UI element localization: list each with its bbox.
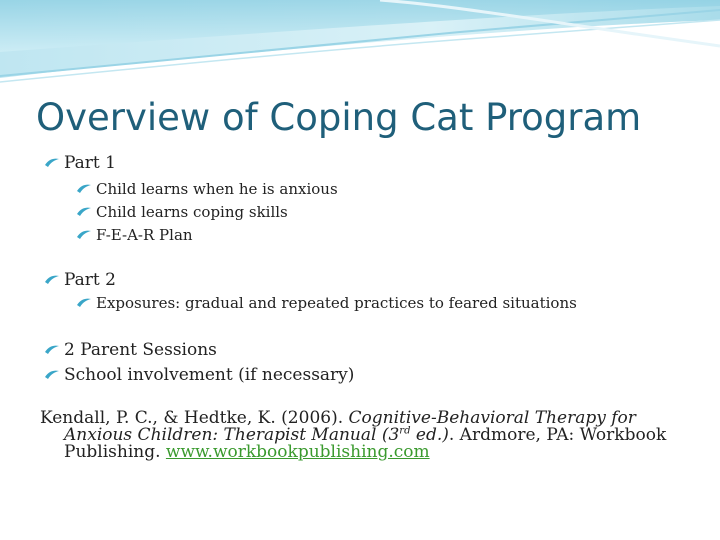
decorative-banner bbox=[0, 0, 720, 90]
slide-title: Overview of Coping Cat Program bbox=[36, 96, 642, 139]
citation-publisher-1: . Ardmore, PA: Workbook bbox=[448, 425, 667, 445]
sub-bullet-coping-skills bbox=[76, 203, 288, 221]
bullet-part-2-text: Part 2 bbox=[64, 270, 116, 290]
citation-line-3 bbox=[40, 444, 688, 461]
bullet-parent-sessions bbox=[44, 340, 217, 360]
bullet-school-involvement bbox=[44, 365, 354, 385]
sub-bullet-anxious bbox=[76, 180, 338, 198]
citation bbox=[40, 410, 688, 461]
sub-bullet-anxious-text: Child learns when he is anxious bbox=[96, 180, 338, 198]
citation-superscript: rd bbox=[399, 425, 411, 437]
sub-bullet-exposures bbox=[76, 294, 577, 312]
swoosh-bullet-icon bbox=[76, 296, 92, 308]
citation-authors: Kendall, P. C., & Hedtke, K. (2006). bbox=[40, 408, 349, 428]
sub-bullet-fear-plan-text: F-E-A-R Plan bbox=[96, 226, 193, 244]
bullet-part-2 bbox=[44, 270, 116, 290]
citation-book-title-2: Anxious Children: Therapist Manual (3 bbox=[64, 425, 400, 445]
sub-bullet-coping-skills-text: Child learns coping skills bbox=[96, 203, 288, 221]
citation-book-title-1: Cognitive-Behavioral Therapy for bbox=[348, 408, 636, 428]
bullet-part-1 bbox=[44, 153, 116, 173]
swoosh-bullet-icon bbox=[44, 156, 60, 168]
swoosh-bullet-icon bbox=[76, 205, 92, 217]
sub-bullet-fear-plan bbox=[76, 226, 193, 244]
swoosh-bullet-icon bbox=[44, 273, 60, 285]
bullet-school-involvement-text: School involvement (if necessary) bbox=[64, 365, 355, 385]
citation-publisher-2: Publishing. bbox=[64, 442, 166, 462]
swoosh-bullet-icon bbox=[44, 368, 60, 380]
swoosh-bullet-icon bbox=[76, 228, 92, 240]
bullet-part-1-text: Part 1 bbox=[64, 153, 116, 173]
bullet-parent-sessions-text: 2 Parent Sessions bbox=[64, 340, 217, 360]
publisher-website-link[interactable]: www.workbookpublishing.com bbox=[165, 442, 430, 462]
citation-edition: ed.) bbox=[410, 425, 449, 445]
swoosh-bullet-icon bbox=[44, 343, 60, 355]
sub-bullet-exposures-text: Exposures: gradual and repeated practices to feared situations bbox=[96, 294, 577, 312]
swoosh-bullet-icon bbox=[76, 182, 92, 194]
